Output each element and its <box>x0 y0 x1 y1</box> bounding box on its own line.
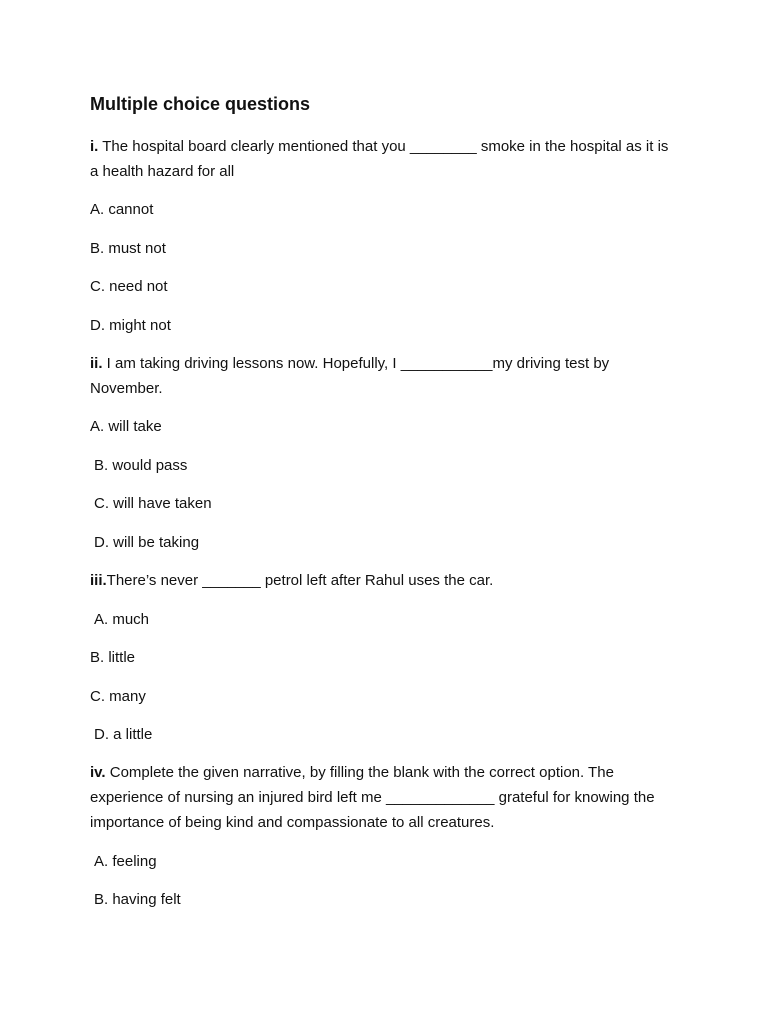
option-3c: C. many <box>90 688 146 705</box>
option-3b: B. little <box>90 649 136 666</box>
question-number: iii. <box>90 572 107 589</box>
page-title: Multiple choice questions <box>90 94 311 114</box>
question-number: i. <box>90 138 99 155</box>
option-1d: D. might not <box>90 317 171 334</box>
option-2c: C. will have taken <box>94 495 212 512</box>
option-4b: B. having felt <box>94 891 181 908</box>
question-text: There’s never _______ petrol left after Rahul uses the car. <box>106 572 494 589</box>
option-1c: C. need not <box>90 278 168 295</box>
option-2b: B. would pass <box>94 457 188 474</box>
question-text: The hospital board clearly mentioned that you ________ smoke in the hospital as it is a health hazard for all <box>90 138 669 180</box>
question-4 <box>90 760 680 835</box>
question-3 <box>90 568 680 593</box>
option-2d: D. will be taking <box>94 534 200 551</box>
option-3a: A. much <box>94 611 150 628</box>
option-3d: D. a little <box>94 726 153 743</box>
option-1b: B. must not <box>90 240 166 257</box>
question-text: Complete the given narrative, by filling the blank with the correct option. The experience of nursing an injured bird left me _____________ grateful for knowing the importance of being kind and compassionate to all creatures. <box>90 764 655 831</box>
question-text: I am taking driving lessons now. Hopefully, I ___________my driving test by November. <box>90 355 610 397</box>
option-1a: A. cannot <box>90 201 154 218</box>
question-2 <box>90 351 680 401</box>
question-1 <box>90 134 680 184</box>
question-number: ii. <box>90 355 103 372</box>
option-2a: A. will take <box>90 418 162 435</box>
option-4a: A. feeling <box>94 853 157 870</box>
question-number: iv. <box>90 764 106 781</box>
